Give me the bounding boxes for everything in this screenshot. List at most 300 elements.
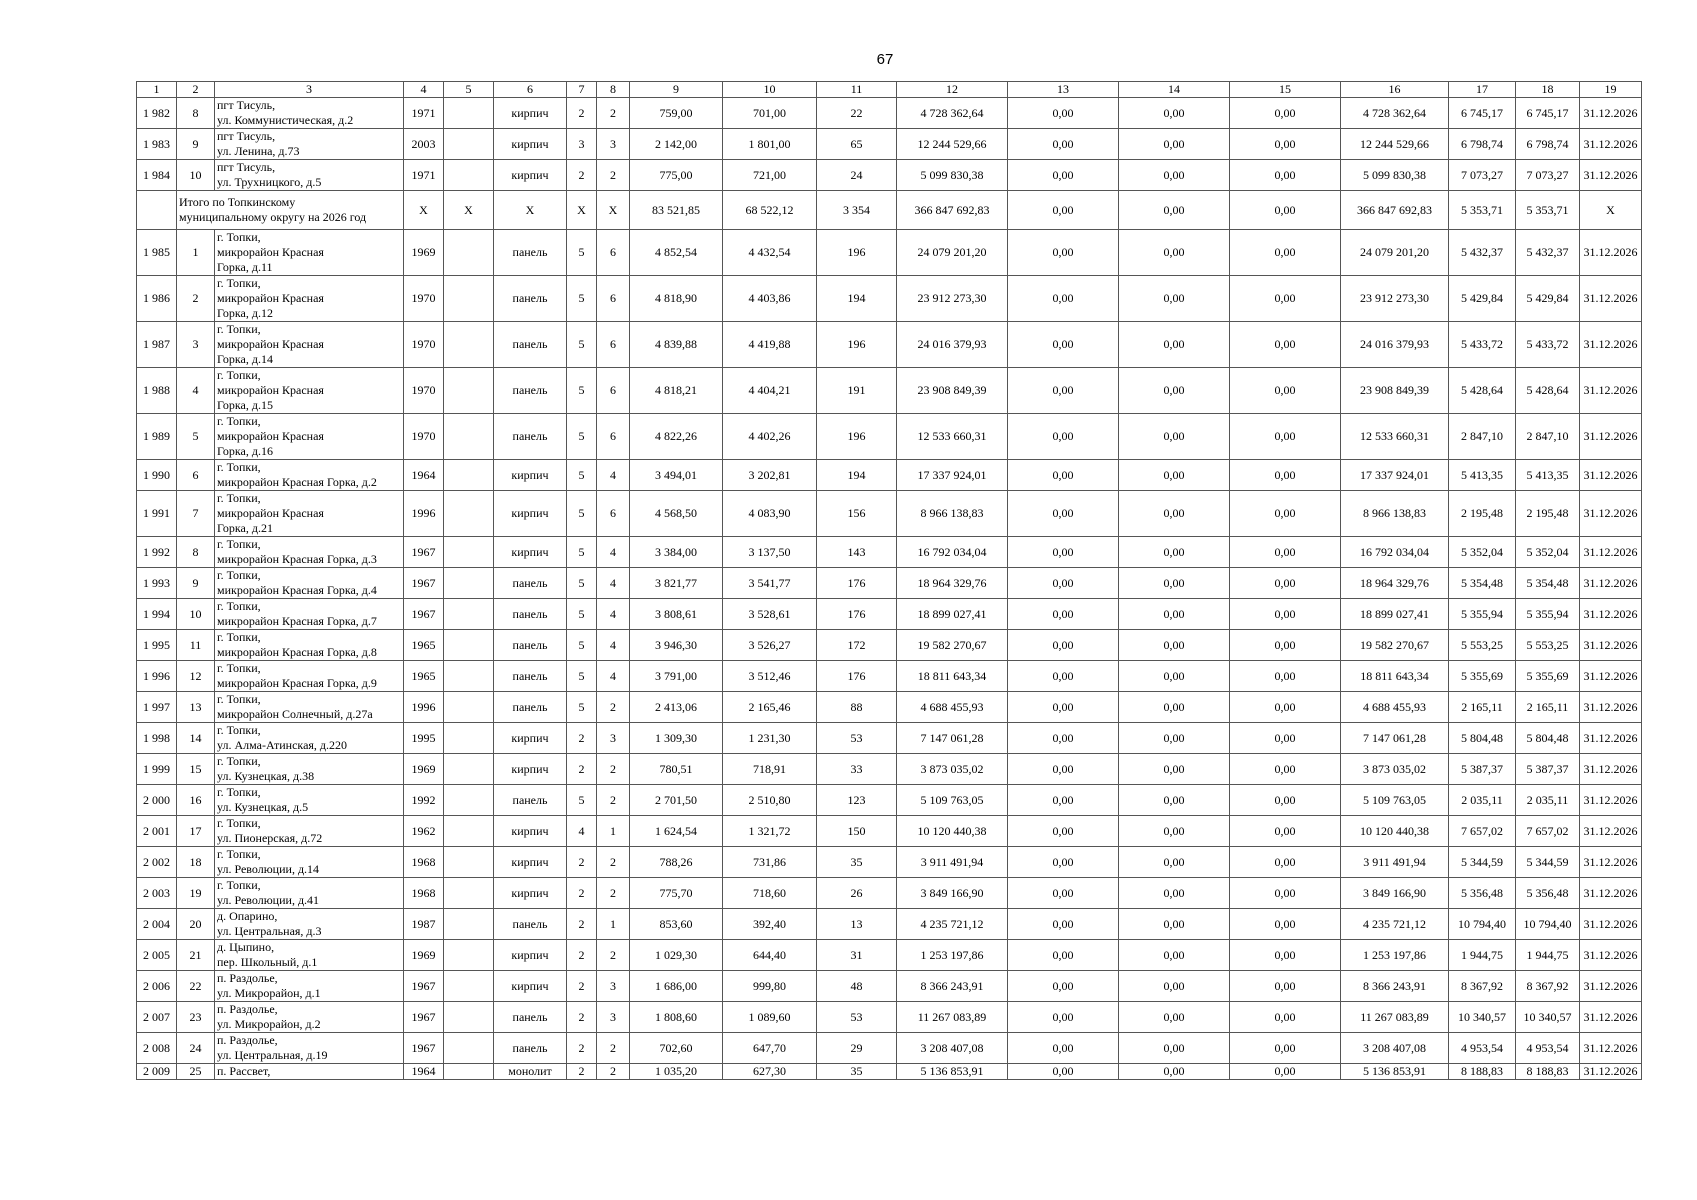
table-cell: 2003	[404, 129, 444, 160]
table-cell: 0,00	[1119, 491, 1230, 537]
table-cell: 12	[177, 661, 215, 692]
table-cell: 1995	[404, 723, 444, 754]
table-cell: 2	[567, 723, 597, 754]
table-cell: 1 994	[137, 599, 177, 630]
table-cell: 1 984	[137, 160, 177, 191]
table-cell: 7 147 061,28	[897, 723, 1008, 754]
table-cell: 194	[817, 276, 897, 322]
column-header: 4	[404, 82, 444, 98]
table-cell: 18 811 643,34	[1341, 661, 1449, 692]
address-cell: п. Раздолье, ул. Микрорайон, д.2	[215, 1002, 404, 1033]
table-cell: 5 387,37	[1516, 754, 1580, 785]
table-cell: 0,00	[1119, 692, 1230, 723]
table-cell: 0,00	[1230, 661, 1341, 692]
table-cell: кирпич	[494, 940, 567, 971]
table-cell: 0,00	[1008, 491, 1119, 537]
table-cell: 31.12.2026	[1580, 971, 1642, 1002]
table-cell: 3 208 407,08	[897, 1033, 1008, 1064]
table-cell: 1967	[404, 1033, 444, 1064]
table-row	[137, 568, 1642, 599]
table-cell: панель	[494, 785, 567, 816]
table-cell: 775,70	[630, 878, 723, 909]
address-cell: г. Топки, микрорайон Красная Горка, д.8	[215, 630, 404, 661]
table-cell: 4 688 455,93	[1341, 692, 1449, 723]
table-cell: 5 355,69	[1449, 661, 1516, 692]
table-cell: 15	[177, 754, 215, 785]
table-cell: 35	[817, 1064, 897, 1080]
table-row	[137, 1002, 1642, 1033]
table-cell: 3 526,27	[723, 630, 817, 661]
table-cell: 16	[177, 785, 215, 816]
table-cell	[444, 1002, 494, 1033]
table-cell: 17 337 924,01	[897, 460, 1008, 491]
table-cell: 31.12.2026	[1580, 537, 1642, 568]
table-cell: 20	[177, 909, 215, 940]
table-cell: 775,00	[630, 160, 723, 191]
rows-before-total	[137, 98, 1642, 191]
column-header: 19	[1580, 82, 1642, 98]
table-cell: кирпич	[494, 98, 567, 129]
table-cell: 1 253 197,86	[1341, 940, 1449, 971]
table-cell: 1 998	[137, 723, 177, 754]
table-cell: 6	[177, 460, 215, 491]
page-number: 67	[876, 51, 894, 68]
table-row	[137, 368, 1642, 414]
table-cell: 0,00	[1008, 129, 1119, 160]
total-cell: 366 847 692,83	[1341, 191, 1449, 230]
total-cell: 68 522,12	[723, 191, 817, 230]
table-cell: 3 946,30	[630, 630, 723, 661]
table-cell: 10 120 440,38	[1341, 816, 1449, 847]
table-cell	[444, 230, 494, 276]
table-cell: кирпич	[494, 816, 567, 847]
address-cell: пгт Тисуль, ул. Трухницкого, д.5	[215, 160, 404, 191]
table-cell: 29	[817, 1033, 897, 1064]
table-cell: 1 944,75	[1449, 940, 1516, 971]
table-cell: 11 267 083,89	[897, 1002, 1008, 1033]
table-row	[137, 98, 1642, 129]
table-cell: панель	[494, 414, 567, 460]
table-cell: 1 808,60	[630, 1002, 723, 1033]
table-cell: 16 792 034,04	[897, 537, 1008, 568]
table-cell: 4	[567, 816, 597, 847]
total-cell: 0,00	[1230, 191, 1341, 230]
table-cell: 6	[597, 368, 630, 414]
column-header: 17	[1449, 82, 1516, 98]
table-cell: 4 728 362,64	[1341, 98, 1449, 129]
table-cell: 143	[817, 537, 897, 568]
address-cell: г. Топки, микрорайон Солнечный, д.27а	[215, 692, 404, 723]
table-cell: 1 983	[137, 129, 177, 160]
address-cell: г. Топки, ул. Алма-Атинская, д.220	[215, 723, 404, 754]
table-cell: 8	[177, 537, 215, 568]
table-cell	[444, 940, 494, 971]
table-cell: 31.12.2026	[1580, 630, 1642, 661]
table-cell: 5 413,35	[1516, 460, 1580, 491]
table-cell: 4 953,54	[1516, 1033, 1580, 1064]
table-cell: 3 512,46	[723, 661, 817, 692]
table-cell: 1 993	[137, 568, 177, 599]
table-cell: 31.12.2026	[1580, 940, 1642, 971]
table-cell: 1964	[404, 1064, 444, 1080]
table-cell: 24	[817, 160, 897, 191]
table-cell: 0,00	[1119, 568, 1230, 599]
table-cell: 1 987	[137, 322, 177, 368]
table-cell: 6	[597, 276, 630, 322]
table-cell: 5	[567, 692, 597, 723]
table-cell: 721,00	[723, 160, 817, 191]
table-cell: кирпич	[494, 160, 567, 191]
table-cell: 2 000	[137, 785, 177, 816]
table-cell: 1967	[404, 568, 444, 599]
table-cell: панель	[494, 322, 567, 368]
table-cell: 2 004	[137, 909, 177, 940]
table-cell: 1 989	[137, 414, 177, 460]
table-cell: 3 791,00	[630, 661, 723, 692]
table-cell: 0,00	[1119, 878, 1230, 909]
table-cell: 24	[177, 1033, 215, 1064]
table-cell: 1968	[404, 847, 444, 878]
address-cell: п. Рассвет,	[215, 1064, 404, 1080]
table-cell: 1969	[404, 940, 444, 971]
table-cell	[444, 276, 494, 322]
table-cell: 176	[817, 568, 897, 599]
table-cell: 0,00	[1119, 1033, 1230, 1064]
table-cell: 0,00	[1230, 909, 1341, 940]
table-cell: 2	[567, 1002, 597, 1033]
table-cell: 0,00	[1230, 129, 1341, 160]
table-cell: 2	[597, 98, 630, 129]
table-cell: кирпич	[494, 971, 567, 1002]
column-header: 14	[1119, 82, 1230, 98]
table-cell: 6 745,17	[1516, 98, 1580, 129]
table-cell: 1	[597, 816, 630, 847]
table-cell: 18 964 329,76	[1341, 568, 1449, 599]
table-cell: 123	[817, 785, 897, 816]
table-cell: 0,00	[1119, 1064, 1230, 1080]
table-cell: 4 728 362,64	[897, 98, 1008, 129]
table-cell: 10	[177, 599, 215, 630]
table-cell: 1971	[404, 160, 444, 191]
table-cell: 3 821,77	[630, 568, 723, 599]
table-cell: 0,00	[1119, 1002, 1230, 1033]
table-cell: 4 432,54	[723, 230, 817, 276]
table-cell: 2 142,00	[630, 129, 723, 160]
table-cell	[444, 692, 494, 723]
table-cell: 0,00	[1008, 692, 1119, 723]
table-cell: 0,00	[1230, 276, 1341, 322]
table-cell: 1 982	[137, 98, 177, 129]
table-cell: 1 986	[137, 276, 177, 322]
address-cell: г. Топки, микрорайон Красная Горка, д.16	[215, 414, 404, 460]
table-cell	[444, 1064, 494, 1080]
table-cell: 31.12.2026	[1580, 414, 1642, 460]
table-cell	[444, 816, 494, 847]
table-cell: 24 079 201,20	[1341, 230, 1449, 276]
table-cell: 31.12.2026	[1580, 878, 1642, 909]
table-cell: 4	[597, 630, 630, 661]
table-cell: кирпич	[494, 878, 567, 909]
table-cell: 2	[567, 878, 597, 909]
table-cell: 0,00	[1119, 723, 1230, 754]
table-cell: 5 355,69	[1516, 661, 1580, 692]
table-cell: 1 944,75	[1516, 940, 1580, 971]
table-cell: 1 995	[137, 630, 177, 661]
column-header: 18	[1516, 82, 1580, 98]
table-cell: 0,00	[1008, 230, 1119, 276]
table-cell: 0,00	[1119, 460, 1230, 491]
table-cell: 1970	[404, 322, 444, 368]
table-cell: 0,00	[1119, 661, 1230, 692]
table-cell: 0,00	[1119, 630, 1230, 661]
table-cell: 31.12.2026	[1580, 491, 1642, 537]
table-cell: 0,00	[1008, 276, 1119, 322]
column-header: 16	[1341, 82, 1449, 98]
table-cell: 0,00	[1230, 816, 1341, 847]
table-cell: 18	[177, 847, 215, 878]
table-cell: 5 109 763,05	[1341, 785, 1449, 816]
table-cell: 4 235 721,12	[897, 909, 1008, 940]
table-row	[137, 878, 1642, 909]
table-cell: 8 188,83	[1449, 1064, 1516, 1080]
table-cell: 999,80	[723, 971, 817, 1002]
table-cell: 0,00	[1119, 230, 1230, 276]
table-cell: 31.12.2026	[1580, 1064, 1642, 1080]
table-cell: 13	[177, 692, 215, 723]
table-cell: 2	[597, 940, 630, 971]
table-cell: панель	[494, 599, 567, 630]
table-cell: 0,00	[1008, 785, 1119, 816]
table-cell: 4 818,21	[630, 368, 723, 414]
table-cell: 3 541,77	[723, 568, 817, 599]
table-cell: 5 352,04	[1449, 537, 1516, 568]
table-cell: 156	[817, 491, 897, 537]
table-cell: 1 253 197,86	[897, 940, 1008, 971]
table-cell: 1 997	[137, 692, 177, 723]
table-cell: 1967	[404, 537, 444, 568]
table-cell: 0,00	[1230, 160, 1341, 191]
table-cell: 4 568,50	[630, 491, 723, 537]
table-cell: 4 083,90	[723, 491, 817, 537]
table-cell: 18 964 329,76	[897, 568, 1008, 599]
table-cell: 48	[817, 971, 897, 1002]
table-cell: 5	[567, 460, 597, 491]
table-cell	[444, 414, 494, 460]
table-cell: 853,60	[630, 909, 723, 940]
table-cell: 4	[597, 568, 630, 599]
table-cell: 0,00	[1119, 537, 1230, 568]
address-cell: г. Топки, микрорайон Красная Горка, д.21	[215, 491, 404, 537]
table-row	[137, 971, 1642, 1002]
table-cell: 3	[177, 322, 215, 368]
table-row	[137, 785, 1642, 816]
table-cell: 23 908 849,39	[897, 368, 1008, 414]
address-cell: п. Раздолье, ул. Микрорайон, д.1	[215, 971, 404, 1002]
total-cell: 5 353,71	[1449, 191, 1516, 230]
table-cell: 4 419,88	[723, 322, 817, 368]
table-cell: 4 822,26	[630, 414, 723, 460]
table-cell: 5 344,59	[1516, 847, 1580, 878]
column-header: 13	[1008, 82, 1119, 98]
table-cell: 1 990	[137, 460, 177, 491]
table-cell: 0,00	[1008, 568, 1119, 599]
table-cell: 3 873 035,02	[897, 754, 1008, 785]
table-cell: 3 849 166,90	[897, 878, 1008, 909]
table-cell: 5 553,25	[1516, 630, 1580, 661]
table-cell: 1970	[404, 276, 444, 322]
table-cell: 2	[597, 847, 630, 878]
table-row	[137, 276, 1642, 322]
table-cell: 5 354,48	[1449, 568, 1516, 599]
table-cell: 8	[177, 98, 215, 129]
table-cell: 8 366 243,91	[1341, 971, 1449, 1002]
table-cell: 1 999	[137, 754, 177, 785]
table-row	[137, 940, 1642, 971]
table-cell: 8 188,83	[1516, 1064, 1580, 1080]
table-row	[137, 661, 1642, 692]
table-cell: 8 966 138,83	[897, 491, 1008, 537]
address-cell: г. Топки, ул. Пионерская, д.72	[215, 816, 404, 847]
total-cell: Х	[494, 191, 567, 230]
table-cell: 0,00	[1230, 847, 1341, 878]
table-cell: 24 079 201,20	[897, 230, 1008, 276]
table-cell: 31.12.2026	[1580, 909, 1642, 940]
address-cell: п. Раздолье, ул. Центральная, д.19	[215, 1033, 404, 1064]
table-cell: 4	[597, 460, 630, 491]
table-cell: 1 991	[137, 491, 177, 537]
table-cell: 31.12.2026	[1580, 785, 1642, 816]
table-cell: 11 267 083,89	[1341, 1002, 1449, 1033]
column-header: 1	[137, 82, 177, 98]
column-header: 10	[723, 82, 817, 98]
table-cell: 1 992	[137, 537, 177, 568]
table-cell: 0,00	[1119, 847, 1230, 878]
table-cell: 2 165,11	[1449, 692, 1516, 723]
table-cell: 0,00	[1008, 630, 1119, 661]
table-row	[137, 491, 1642, 537]
table-cell: панель	[494, 568, 567, 599]
table-cell: 31.12.2026	[1580, 1033, 1642, 1064]
table-cell: монолит	[494, 1064, 567, 1080]
table-row	[137, 847, 1642, 878]
table-cell: 392,40	[723, 909, 817, 940]
table-cell: 718,60	[723, 878, 817, 909]
table-cell: 2	[567, 160, 597, 191]
table-cell: 0,00	[1230, 568, 1341, 599]
table-cell	[444, 878, 494, 909]
table-cell: 1	[597, 909, 630, 940]
table-cell: 7 657,02	[1449, 816, 1516, 847]
table-cell: кирпич	[494, 723, 567, 754]
table-cell: 0,00	[1008, 816, 1119, 847]
table-cell: 5 352,04	[1516, 537, 1580, 568]
table-cell: 0,00	[1230, 491, 1341, 537]
table-cell: 5	[567, 276, 597, 322]
table-cell: кирпич	[494, 754, 567, 785]
table-row	[137, 414, 1642, 460]
table-cell: 3 137,50	[723, 537, 817, 568]
table-cell: 731,86	[723, 847, 817, 878]
table-cell: 7	[177, 491, 215, 537]
table-cell: 1 321,72	[723, 816, 817, 847]
table-cell: 0,00	[1119, 414, 1230, 460]
table-cell: 1970	[404, 368, 444, 414]
table-cell: 4 688 455,93	[897, 692, 1008, 723]
table-cell	[444, 754, 494, 785]
table-cell: 8 366 243,91	[897, 971, 1008, 1002]
table-cell: 0,00	[1230, 460, 1341, 491]
table-cell: 2	[567, 971, 597, 1002]
table-cell: 2 847,10	[1516, 414, 1580, 460]
table-cell: кирпич	[494, 129, 567, 160]
table-cell: 647,70	[723, 1033, 817, 1064]
table-cell: 22	[817, 98, 897, 129]
table-cell: 22	[177, 971, 215, 1002]
table-cell	[444, 491, 494, 537]
table-cell: 2 003	[137, 878, 177, 909]
table-cell	[444, 847, 494, 878]
table-cell: 11	[177, 630, 215, 661]
table-cell: 3 911 491,94	[1341, 847, 1449, 878]
table-cell: 10	[177, 160, 215, 191]
table-cell: 5	[567, 230, 597, 276]
table-cell: 0,00	[1119, 599, 1230, 630]
table-row	[137, 723, 1642, 754]
table-row	[137, 692, 1642, 723]
table-cell: 6 798,74	[1516, 129, 1580, 160]
table-cell: 0,00	[1230, 1002, 1341, 1033]
table-cell: 2 510,80	[723, 785, 817, 816]
table-cell: 0,00	[1230, 599, 1341, 630]
table-cell: 17 337 924,01	[1341, 460, 1449, 491]
table-cell: 3 202,81	[723, 460, 817, 491]
table-cell: 0,00	[1008, 414, 1119, 460]
table-cell: 53	[817, 723, 897, 754]
table-cell: 18 811 643,34	[897, 661, 1008, 692]
table-cell: 1996	[404, 491, 444, 537]
table-cell: 1 231,30	[723, 723, 817, 754]
table-cell: 2 001	[137, 816, 177, 847]
address-cell: г. Топки, микрорайон Красная Горка, д.7	[215, 599, 404, 630]
table-cell: 31.12.2026	[1580, 661, 1642, 692]
table-cell: 780,51	[630, 754, 723, 785]
address-cell: г. Топки, микрорайон Красная Горка, д.9	[215, 661, 404, 692]
table-cell: 0,00	[1230, 98, 1341, 129]
table-cell: 1 985	[137, 230, 177, 276]
table-cell: 0,00	[1008, 909, 1119, 940]
table-cell: панель	[494, 1002, 567, 1033]
table-cell: 0,00	[1008, 1033, 1119, 1064]
table-cell: 3 849 166,90	[1341, 878, 1449, 909]
table-cell: 23 912 273,30	[1341, 276, 1449, 322]
table-cell: 4 839,88	[630, 322, 723, 368]
table-cell: 3	[597, 1002, 630, 1033]
table-cell: 1965	[404, 630, 444, 661]
table-cell: 8 367,92	[1516, 971, 1580, 1002]
address-cell: г. Топки, микрорайон Красная Горка, д.11	[215, 230, 404, 276]
table-cell: 12 533 660,31	[1341, 414, 1449, 460]
table-cell: 2 165,11	[1516, 692, 1580, 723]
table-row	[137, 909, 1642, 940]
table-cell: 31.12.2026	[1580, 1002, 1642, 1033]
table-cell: 2 165,46	[723, 692, 817, 723]
table-cell: 2 701,50	[630, 785, 723, 816]
table-cell: 5 136 853,91	[1341, 1064, 1449, 1080]
total-cell: 0,00	[1008, 191, 1119, 230]
table-row	[137, 230, 1642, 276]
table-cell: 2	[567, 98, 597, 129]
table-cell: 176	[817, 661, 897, 692]
